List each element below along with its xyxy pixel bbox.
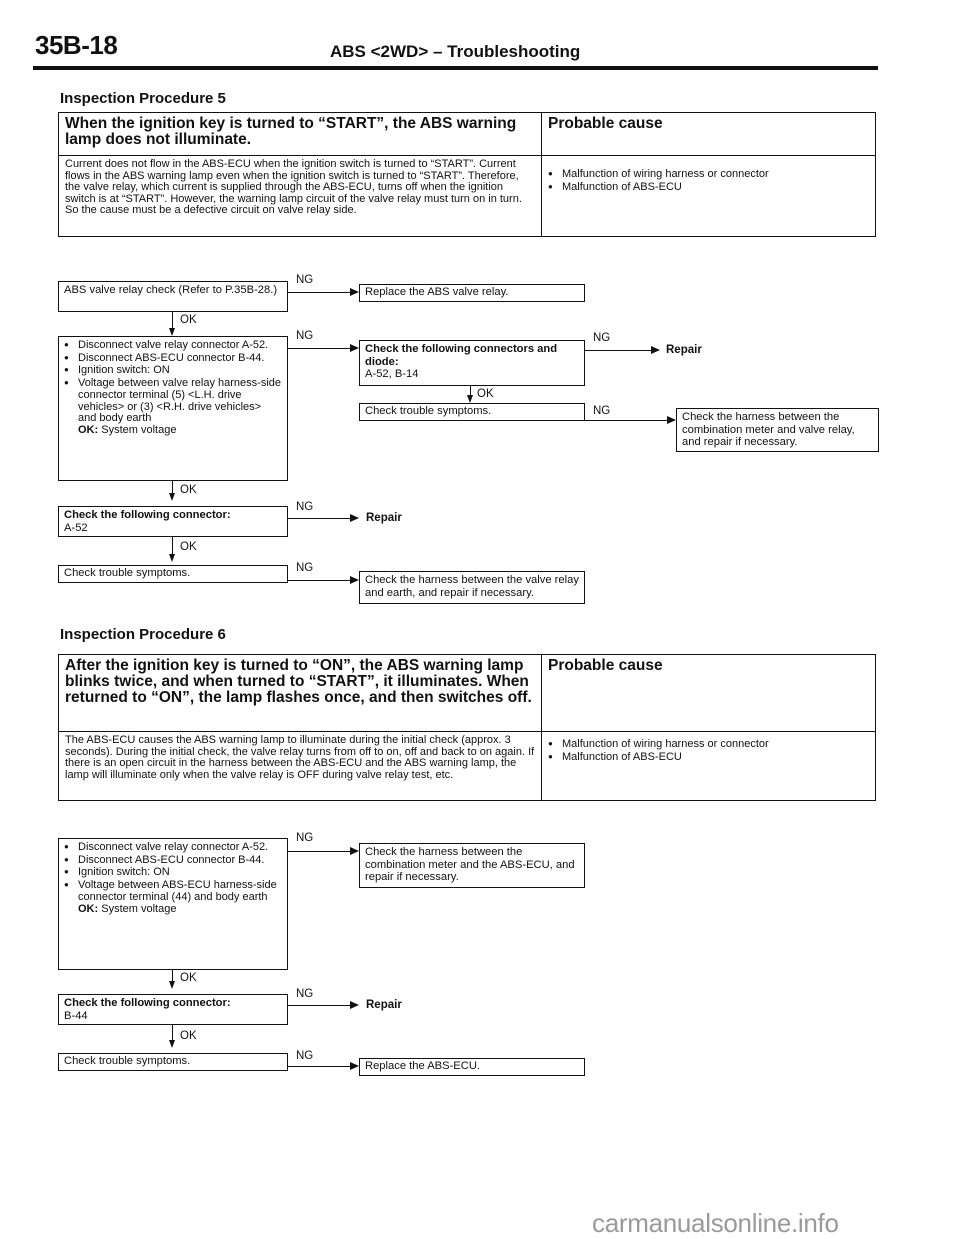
header-rule — [33, 66, 878, 70]
proc5-step4-ng-text: Check the harness between the valve relay and earth, and repair if necessary. — [365, 574, 579, 599]
proc5-step3-ng: Repair — [366, 512, 402, 524]
proc6-description: The ABS-ECU causes the ABS warning lamp to illuminate during the initial check (approx. 3 seconds). During the initial check, the valve relay turns from off to on, off and back to on again. If there is an open circuit in the harness between the ABS-ECU and the ABS warning lamp, the lamp will illuminate only when the valve relay is OFF during valve relay test, etc. — [65, 734, 535, 781]
watermark: carmanualsonline.info — [592, 1208, 839, 1238]
proc6-step1-item-1: ● Disconnect valve relay connector A-52. — [64, 841, 282, 854]
ok-label: OK — [180, 972, 197, 984]
proc6-title: Inspection Procedure 6 — [60, 626, 226, 643]
proc5-step2-item-1: ● Disconnect valve relay connector A-52. — [64, 339, 282, 352]
proc6-description-cell — [59, 732, 542, 801]
proc5-step3-title: Check the following connector: — [64, 509, 231, 521]
proc5-step1-ng-text: Replace the ABS valve relay. — [365, 286, 509, 298]
proc5-step1-text: ABS valve relay check (Refer to P.35B-28.) — [64, 284, 278, 296]
proc5-cause-1: ● Malfunction of wiring harness or connector — [548, 168, 869, 181]
proc5-step2-item-3: ● Ignition switch: ON — [64, 364, 282, 377]
proc6-step1-ok-prefix: OK: — [78, 902, 99, 915]
proc6-cause-1: ● Malfunction of wiring harness or connector — [548, 738, 869, 751]
proc5-step2-ng-box — [359, 340, 585, 386]
proc5-step4-text: Check trouble symptoms. — [64, 567, 191, 579]
proc5-symptom-cell — [59, 113, 542, 156]
proc5-causes-cell — [542, 156, 876, 237]
proc6-step1-ok-value: System voltage — [101, 902, 177, 915]
proc5-cause-2: ● Malfunction of ABS-ECU — [548, 181, 869, 194]
proc5-step2-ng-ok-ng-text: Check the harness between the combination meter and valve relay, and repair if necessary. — [682, 411, 855, 449]
proc5-step2-ng-title: Check the following connectors and diode: — [365, 343, 558, 368]
proc5-table — [58, 112, 876, 237]
proc5-step2-item-2: ● Disconnect ABS-ECU connector B-44. — [64, 352, 282, 365]
ng-label: NG — [296, 330, 314, 342]
proc6-symptom: After the ignition key is turned to “ON”, the ABS warning lamp blinks twice, and when turned to “START”, it illuminates. When returned to “ON”, the lamp flashes once, and then switches off. — [65, 657, 532, 706]
proc5-step2-ng-items: A-52, B-14 — [365, 368, 419, 381]
ng-label: NG — [296, 501, 314, 513]
proc5-step4-ng-box — [359, 571, 585, 604]
ok-label: OK — [477, 388, 494, 400]
ok-label: OK — [180, 484, 197, 496]
proc6-step3-ng-text: Replace the ABS-ECU. — [365, 1060, 481, 1072]
proc6-step1-box — [58, 838, 288, 970]
proc6-step2-item: B-44 — [64, 1009, 88, 1022]
proc6-table — [58, 654, 876, 801]
page-title: ABS <2WD> – Troubleshooting — [330, 42, 581, 61]
proc5-step3-box — [58, 506, 288, 537]
proc5-step1-ng-box — [359, 284, 585, 302]
ng-label: NG — [593, 405, 611, 417]
ng-label: NG — [593, 332, 611, 344]
proc6-step3-ng-box — [359, 1058, 585, 1076]
proc6-step2-box — [58, 994, 288, 1025]
proc5-cause-header-cell — [542, 113, 876, 156]
proc5-description-cell — [59, 156, 542, 237]
proc6-step3-text: Check trouble symptoms. — [64, 1055, 191, 1067]
ok-label: OK — [180, 1030, 197, 1042]
proc6-step1-ng-text: Check the harness between the combination meter and the ABS-ECU, and repair if necessary. — [365, 846, 575, 884]
proc5-step2-ok — [64, 425, 282, 437]
proc6-step2-ng: Repair — [366, 999, 402, 1011]
proc5-step2-item-4: ● Voltage between valve relay harness-side connector terminal (5) <L.H. drive vehicles> or (3) <R.H. drive vehicles> and body earth — [64, 377, 282, 425]
proc5-step2-ok-value: System voltage — [101, 423, 177, 436]
proc6-step3-box — [58, 1053, 288, 1071]
proc6-step1-item-3: ● Ignition switch: ON — [64, 866, 282, 879]
proc5-probable-cause-label: Probable cause — [548, 115, 663, 132]
ng-label: NG — [296, 274, 314, 286]
proc5-step3-item: A-52 — [64, 521, 88, 534]
proc5-step2-ng-ok-ng-box — [676, 408, 879, 452]
ok-label: OK — [180, 541, 197, 553]
proc6-step1-ng-box — [359, 843, 585, 888]
ng-label: NG — [296, 988, 314, 1000]
proc5-title: Inspection Procedure 5 — [60, 90, 226, 107]
proc5-step2-ng-ng: Repair — [666, 344, 702, 356]
proc5-step2-ng-ok-box — [359, 403, 585, 421]
proc5-step4-box — [58, 565, 288, 583]
proc5-step1-box — [58, 281, 288, 312]
ok-label: OK — [180, 314, 197, 326]
proc6-step2-title: Check the following connector: — [64, 997, 231, 1009]
proc6-cause-header-cell — [542, 655, 876, 732]
proc5-step2-ng-ok-text: Check trouble symptoms. — [365, 405, 492, 417]
proc5-step2-ok-prefix: OK: — [78, 423, 99, 436]
proc5-step2-box — [58, 336, 288, 481]
ng-label: NG — [296, 1050, 314, 1062]
proc5-description: Current does not flow in the ABS-ECU when the ignition switch is turned to “START”. Current flows in the ABS warning lamp even when the ignition switch is turned to “START”. Therefore, the valve relay, which current is supplied through the ABS-ECU, turns off when the ignition switch is at “START”. However, the warning lamp circuit of the valve relay must turn on in turn. So the cause must be a defective circuit on valve relay side. — [65, 158, 522, 217]
ng-label: NG — [296, 832, 314, 844]
proc6-step1-ok — [64, 904, 282, 916]
proc6-step1-item-2: ● Disconnect ABS-ECU connector B-44. — [64, 854, 282, 867]
proc6-causes-cell — [542, 732, 876, 801]
proc6-cause-2: ● Malfunction of ABS-ECU — [548, 751, 869, 764]
proc5-symptom: When the ignition key is turned to “START”, the ABS warning lamp does not illuminate. — [65, 115, 517, 148]
proc6-probable-cause-label: Probable cause — [548, 657, 663, 674]
proc6-step1-item-4: ● Voltage between ABS-ECU harness-side connector terminal (44) and body earth — [64, 879, 282, 903]
proc6-symptom-cell — [59, 655, 542, 732]
ng-label: NG — [296, 562, 314, 574]
page-number: 35B-18 — [35, 30, 118, 60]
